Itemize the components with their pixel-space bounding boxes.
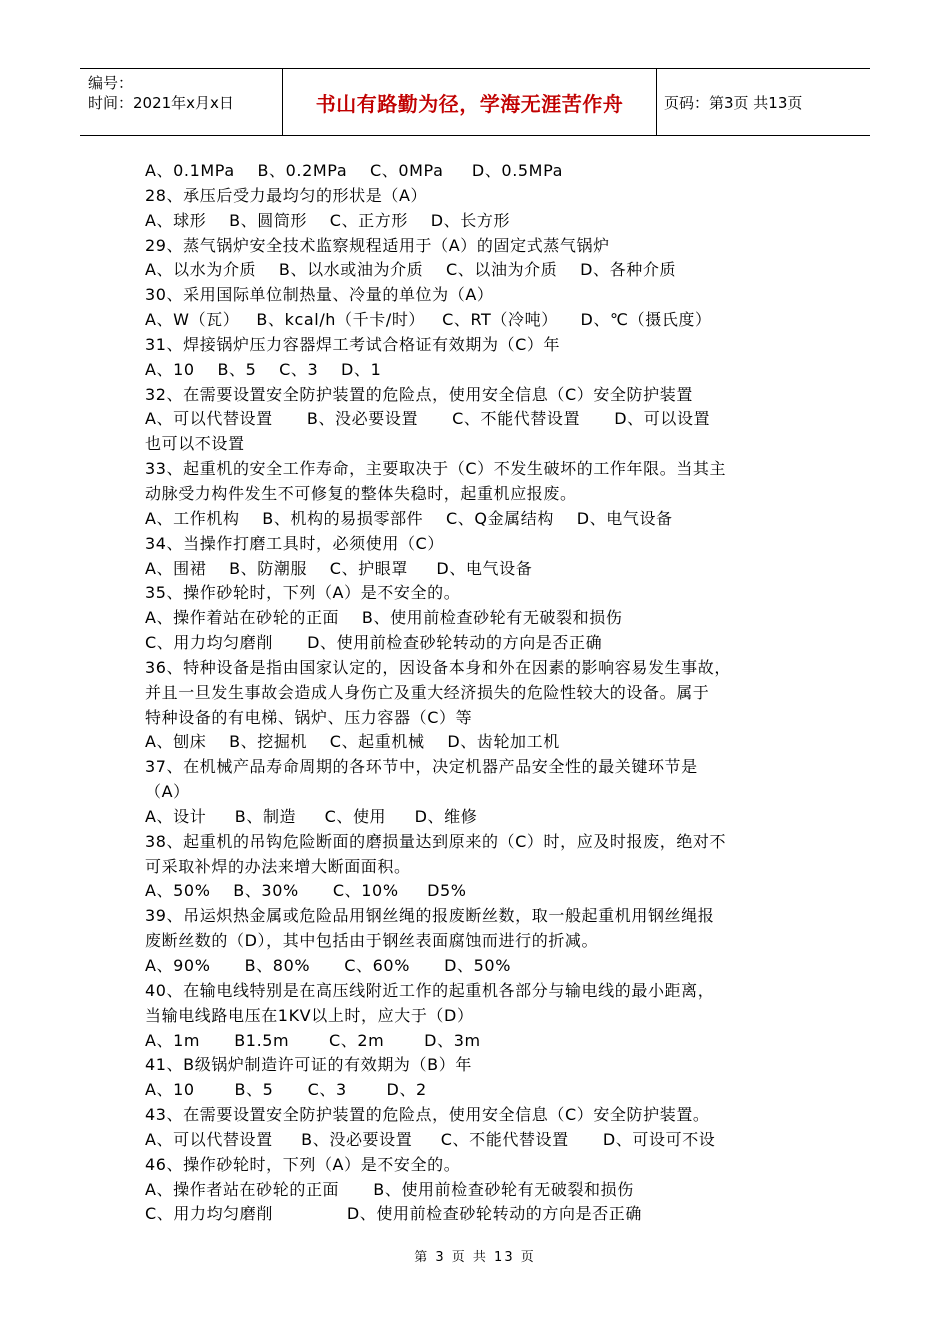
text-line: 动脉受力构件发生不可修复的整体失稳时，起重机应报废。 [145, 483, 577, 503]
text-line: A、刨床 B、挖掘机 C、起重机械 D、齿轮加工机 [145, 732, 560, 752]
text-line: 32、在需要设置安全防护装置的危险点，使用安全信息（C）安全防护装置 [145, 384, 693, 404]
text-line: C、用力均匀磨削 D、使用前检查砂轮转动的方向是否正确 [145, 1204, 643, 1224]
text-line: C、用力均匀磨削 D、使用前检查砂轮转动的方向是否正确 [145, 633, 603, 653]
text-line: 并且一旦发生事故会造成人身伤亡及重大经济损失的危险性较大的设备。属于 [145, 682, 710, 702]
text-line: 29、蒸气锅炉安全技术监察规程适用于（A）的固定式蒸气锅炉 [145, 235, 610, 255]
time-label: 时间：2021年x月x日 [88, 94, 234, 112]
text-line: 31、焊接锅炉压力容器焊工考试合格证有效期为（C）年 [145, 334, 561, 354]
text-line: 特种设备的有电梯、锅炉、压力容器（C）等 [145, 707, 473, 727]
text-line: 41、B级锅炉制造许可证的有效期为（B）年 [145, 1055, 472, 1075]
header-meta [80, 69, 283, 135]
text-line: 30、采用国际单位制热量、冷量的单位为（A） [145, 285, 494, 305]
text-line: 40、在输电线特别是在高压线附近工作的起重机各部分与输电线的最小距离， [145, 980, 715, 1000]
text-line: A、可以代替设置 B、没必要设置 C、不能代替设置 D、可以设置 [145, 409, 711, 429]
text-line: A、围裙 B、防潮服 C、护眼罩 D、电气设备 [145, 558, 533, 578]
text-line: A、操作着站在砂轮的正面 B、使用前检查砂轮有无破裂和损伤 [145, 608, 623, 628]
page-header [80, 68, 870, 136]
text-line: A、球形 B、圆筒形 C、正方形 D、长方形 [145, 210, 511, 230]
text-line: A、可以代替设置 B、没必要设置 C、不能代替设置 D、可设可不设 [145, 1129, 716, 1149]
page-footer: 第 3 页 共 13 页 [414, 1250, 536, 1265]
text-line: （A） [145, 782, 190, 802]
text-line: 35、操作砂轮时，下列（A）是不安全的。 [145, 583, 461, 603]
text-line: A、0.1MPa B、0.2MPa C、0MPa D、0.5MPa [145, 161, 564, 180]
text-line: 当输电线路电压在1KV以上时，应大于（D） [145, 1005, 474, 1025]
text-line: A、10 B、5 C、3 D、1 [145, 359, 382, 379]
text-line: 43、在需要设置安全防护装置的危险点，使用安全信息（C）安全防护装置。 [145, 1105, 710, 1125]
text-line: 39、吊运炽热金属或危险品用钢丝绳的报废断丝数，取一般起重机用钢丝绳报 [145, 906, 715, 926]
text-line: A、工作机构 B、机构的易损零部件 C、Q金属结构 D、电气设备 [145, 508, 673, 528]
text-line: 46、操作砂轮时，下列（A）是不安全的。 [145, 1154, 461, 1174]
text-line: 36、特种设备是指由国家认定的，因设备本身和外在因素的影响容易发生事故， [145, 657, 731, 677]
code-label: 编号： [88, 74, 134, 92]
text-line: A、10 B、5 C、3 D、2 [145, 1080, 427, 1100]
text-line: A、50% B、30% C、10% D5% [145, 881, 467, 901]
document-body [145, 159, 825, 1227]
header-motto: 书山有路勤为径，学海无涯苦作舟 [283, 69, 657, 135]
text-line: 28、承压后受力最均匀的形状是（A） [145, 185, 428, 205]
text-line: A、W（瓦） B、kcal/h（千卡/时） C、RT（冷吨） D、℃（摄氏度） [145, 310, 712, 330]
text-line: A、1m B1.5m C、2m D、3m [145, 1030, 481, 1050]
text-line: 34、当操作打磨工具时，必须使用（C） [145, 533, 444, 553]
text-line: 37、在机械产品寿命周期的各环节中，决定机器产品安全性的最关键环节是 [145, 757, 698, 777]
text-line: A、操作者站在砂轮的正面 B、使用前检查砂轮有无破裂和损伤 [145, 1179, 634, 1199]
text-line: 33、起重机的安全工作寿命，主要取决于（C）不发生破坏的工作年限。当其主 [145, 459, 727, 479]
text-line: A、90% B、80% C、60% D、50% [145, 956, 512, 975]
text-line: A、以水为介质 B、以水或油为介质 C、以油为介质 D、各种介质 [145, 260, 677, 280]
text-line: 废断丝数的（D），其中包括由于钢丝表面腐蚀而进行的折减。 [145, 931, 599, 951]
text-line: A、设计 B、制造 C、使用 D、维修 [145, 806, 478, 826]
text-line: 可采取补焊的办法来增大断面面积。 [145, 856, 411, 876]
text-line: 也可以不设置 [145, 434, 245, 454]
text-line: 38、起重机的吊钩危险断面的磨损量达到原来的（C）时，应及时报废，绝对不 [145, 831, 727, 851]
header-page-label: 页码：第3页 共13页 [664, 93, 803, 112]
